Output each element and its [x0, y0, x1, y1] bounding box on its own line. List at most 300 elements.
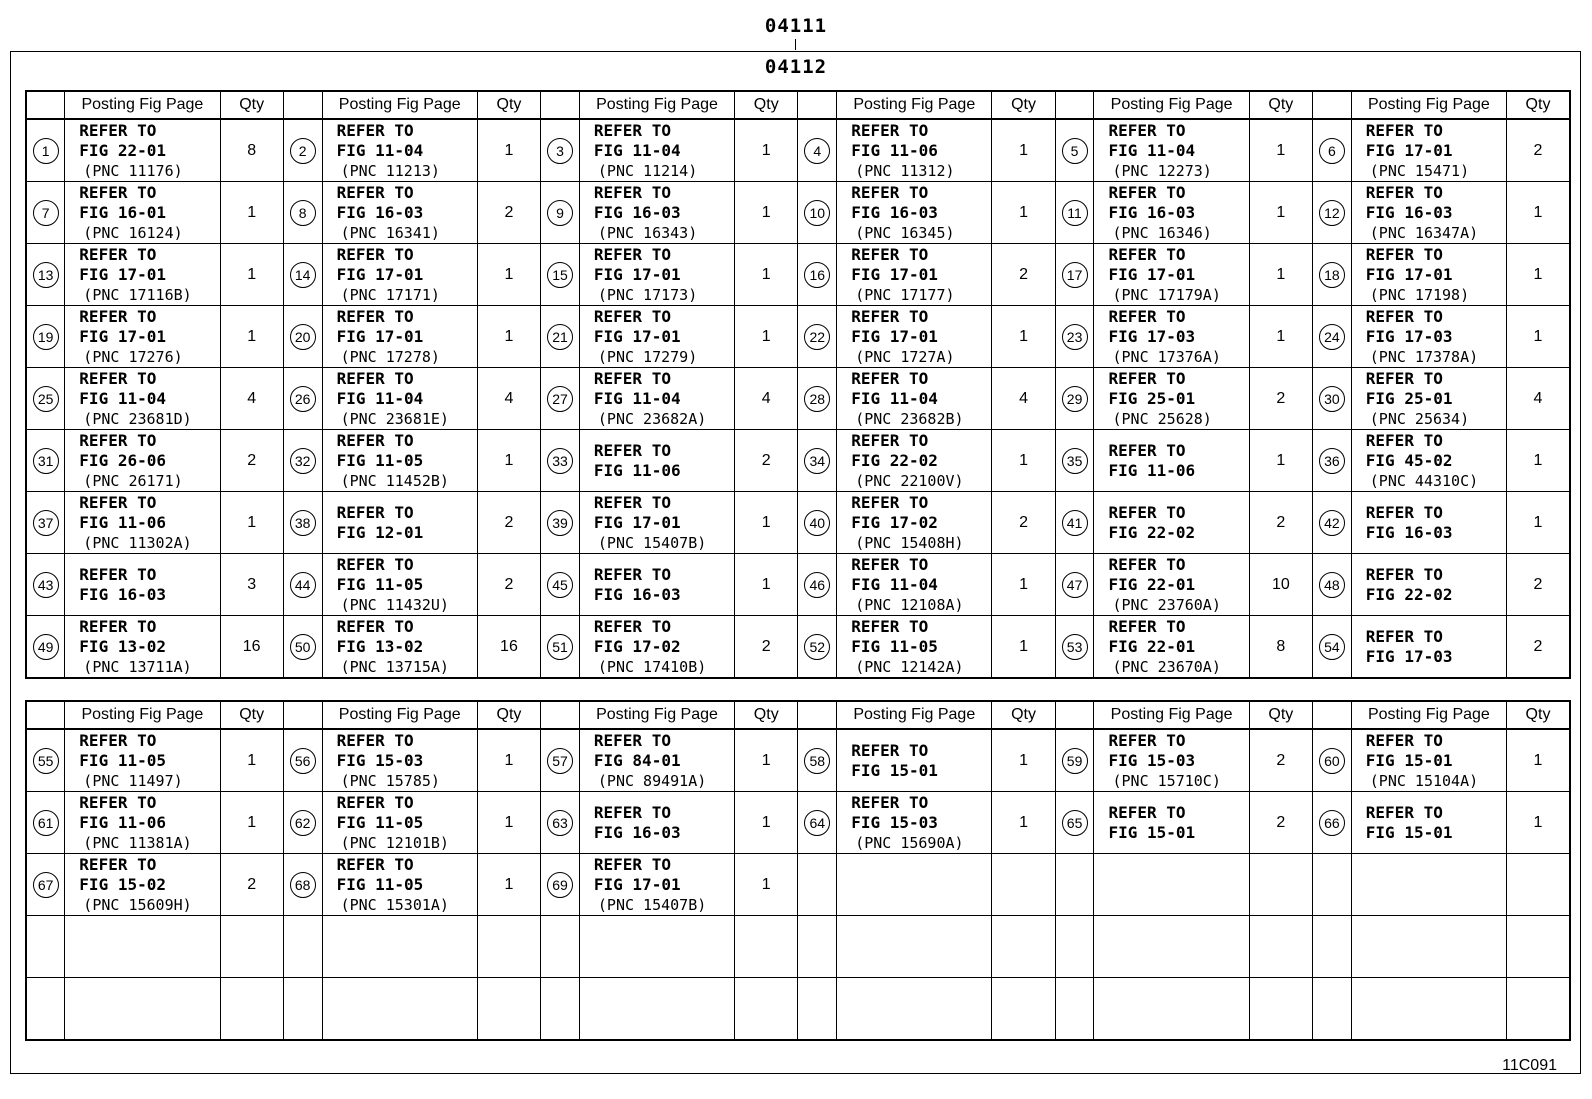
posting-reference-cell [1351, 119, 1506, 182]
refer-to-text: REFER TO [1365, 802, 1443, 822]
refer-to-text: REFER TO [336, 502, 414, 522]
quantity-cell [735, 244, 798, 306]
quantity-cell [735, 616, 798, 679]
item-number-cell [541, 430, 580, 492]
quantity-cell [1506, 978, 1570, 1041]
posting-reference-cell [1351, 792, 1506, 854]
pnc-number: (PNC 17378A) [1369, 347, 1479, 366]
header-number [541, 701, 580, 729]
pnc-number: (PNC 25628) [1112, 409, 1212, 428]
pnc-number: (PNC 23760A) [1112, 595, 1221, 614]
item-number-cell [1055, 119, 1094, 182]
quantity-cell [735, 119, 798, 182]
table-row [26, 244, 1570, 306]
fig-reference: FIG 16-03 [851, 202, 938, 222]
refer-to-text: REFER TO [336, 306, 414, 326]
fig-reference: FIG 17-03 [1365, 326, 1453, 346]
sub-part-code: 04112 [764, 56, 828, 78]
refer-to-text: REFER TO [1108, 120, 1186, 140]
item-number-cell [798, 244, 837, 306]
quantity-cell [220, 554, 283, 616]
quantity-cell [992, 616, 1055, 679]
item-number-badge: 10 [804, 200, 830, 226]
table-row [26, 306, 1570, 368]
posting-reference-cell [837, 244, 992, 306]
posting-reference-cell [65, 916, 220, 978]
quantity-value: 1 [1019, 451, 1028, 469]
posting-reference-cell [65, 306, 220, 368]
posting-reference-cell [837, 430, 992, 492]
item-number-badge: 4 [804, 138, 830, 164]
item-number-cell [541, 554, 580, 616]
refer-to-text: REFER TO [336, 182, 414, 202]
item-number-cell [798, 182, 837, 244]
quantity-cell [1249, 854, 1312, 916]
pnc-number: (PNC 11213) [340, 161, 440, 180]
quantity-value: 1 [1533, 513, 1543, 531]
posting-reference-cell [1094, 119, 1249, 182]
item-number-badge: 1 [33, 138, 59, 164]
fig-reference: FIG 12-01 [336, 522, 424, 542]
quantity-cell [220, 978, 283, 1041]
item-number-badge: 37 [33, 510, 59, 536]
quantity-cell [1249, 492, 1312, 554]
quantity-cell [477, 616, 540, 679]
item-number-badge: 12 [1319, 200, 1345, 226]
pnc-number: (PNC 23681E) [340, 409, 449, 428]
pnc-number: (PNC 11214) [597, 161, 698, 180]
item-number-badge: 3 [547, 138, 573, 164]
refer-to-text: REFER TO [1365, 244, 1443, 264]
quantity-value: 4 [504, 389, 514, 407]
posting-reference-cell [322, 306, 477, 368]
posting-reference-cell [322, 244, 477, 306]
item-number-cell [26, 854, 65, 916]
item-number-cell [1312, 244, 1351, 306]
quantity-cell [1506, 792, 1570, 854]
item-number-badge: 21 [547, 324, 573, 350]
fig-reference: FIG 11-06 [1108, 460, 1196, 480]
refer-to-text: REFER TO [851, 616, 929, 636]
refer-to-text: REFER TO [851, 306, 929, 326]
quantity-value: 1 [247, 813, 257, 831]
header-number [798, 91, 837, 119]
posting-reference-cell [837, 854, 992, 916]
item-number-badge: 17 [1062, 262, 1088, 288]
refer-to-text: REFER TO [1108, 368, 1186, 388]
item-number-cell [541, 616, 580, 679]
quantity-value: 16 [500, 637, 518, 655]
posting-reference-cell [837, 554, 992, 616]
posting-reference-cell [1094, 368, 1249, 430]
quantity-value: 1 [247, 265, 257, 283]
quantity-value: 1 [1019, 751, 1028, 769]
header-posting-fig-page: Posting Fig Page [579, 701, 734, 729]
refer-to-text: REFER TO [1365, 502, 1443, 522]
quantity-cell [735, 854, 798, 916]
header-qty: Qty [1506, 701, 1570, 729]
quantity-value: 8 [1276, 637, 1286, 655]
fig-reference: FIG 11-04 [79, 388, 166, 408]
refer-to-text: REFER TO [79, 306, 157, 326]
posting-reference-cell [322, 554, 477, 616]
quantity-cell [735, 430, 798, 492]
item-number-cell [1312, 119, 1351, 182]
posting-reference-cell [65, 854, 220, 916]
quantity-cell [477, 854, 540, 916]
item-number-cell [1055, 916, 1094, 978]
item-number-cell [283, 916, 322, 978]
posting-reference-cell [1094, 430, 1249, 492]
quantity-cell [220, 916, 283, 978]
fig-reference: FIG 17-01 [593, 512, 681, 532]
pnc-number: (PNC 17410B) [597, 657, 707, 676]
item-number-badge: 20 [290, 324, 316, 350]
top-part-code: 04111 [764, 15, 828, 37]
fig-reference: FIG 13-02 [336, 636, 424, 656]
refer-to-text: REFER TO [336, 244, 414, 264]
quantity-cell [992, 430, 1055, 492]
posting-reference-cell [65, 119, 220, 182]
item-number-badge: 53 [1062, 634, 1088, 660]
quantity-cell [735, 182, 798, 244]
posting-reference-cell [65, 492, 220, 554]
quantity-cell [1249, 430, 1312, 492]
table-row [26, 792, 1570, 854]
refer-to-text: REFER TO [851, 492, 929, 512]
header-posting-fig-page: Posting Fig Page [65, 701, 220, 729]
posting-reference-cell [837, 616, 992, 679]
posting-reference-cell [837, 729, 992, 792]
quantity-value: 8 [247, 141, 257, 159]
refer-to-text: REFER TO [1108, 802, 1186, 822]
fig-reference: FIG 13-02 [79, 636, 166, 656]
quantity-value: 2 [1276, 813, 1286, 831]
fig-reference: FIG 17-01 [851, 326, 938, 346]
pnc-number: (PNC 25634) [1369, 409, 1470, 428]
posting-reference-cell [65, 554, 220, 616]
item-number-badge: 23 [1062, 324, 1088, 350]
item-number-cell [26, 430, 65, 492]
fig-reference: FIG 22-02 [851, 450, 938, 470]
fig-reference: FIG 15-03 [851, 812, 938, 832]
table-row [26, 916, 1570, 978]
quantity-value: 1 [1533, 751, 1543, 769]
pnc-number: (PNC 15301A) [340, 895, 449, 914]
header-posting-fig-page: Posting Fig Page [1094, 701, 1249, 729]
header-qty: Qty [735, 91, 798, 119]
item-number-badge: 27 [547, 386, 573, 412]
item-number-cell [1055, 430, 1094, 492]
header-posting-fig-page: Posting Fig Page [1094, 91, 1249, 119]
quantity-value: 1 [761, 513, 771, 531]
quantity-cell [735, 492, 798, 554]
fig-reference: FIG 22-01 [1108, 636, 1196, 656]
item-number-cell [283, 492, 322, 554]
refer-to-text: REFER TO [79, 616, 157, 636]
refer-to-text: REFER TO [79, 430, 157, 450]
pnc-number: (PNC 12142A) [855, 657, 964, 676]
table-row [26, 368, 1570, 430]
item-number-cell [798, 119, 837, 182]
quantity-cell [992, 792, 1055, 854]
item-number-cell [1312, 916, 1351, 978]
pnc-number: (PNC 17279) [597, 347, 698, 366]
refer-to-text: REFER TO [1365, 430, 1443, 450]
item-number-badge: 41 [1062, 510, 1088, 536]
refer-to-text: REFER TO [79, 730, 157, 750]
pnc-number: (PNC 44310C) [1369, 471, 1479, 490]
quantity-cell [1506, 430, 1570, 492]
item-number-badge: 54 [1319, 634, 1345, 660]
item-number-cell [541, 729, 580, 792]
refer-to-text: REFER TO [1365, 368, 1443, 388]
item-number-cell [798, 554, 837, 616]
refer-to-text: REFER TO [851, 244, 929, 264]
fig-reference: FIG 17-01 [593, 874, 681, 894]
item-number-badge: 57 [547, 748, 573, 774]
quantity-cell [735, 306, 798, 368]
refer-to-text: REFER TO [79, 182, 157, 202]
item-number-cell [798, 729, 837, 792]
item-number-cell [26, 182, 65, 244]
item-number-cell [798, 792, 837, 854]
quantity-cell [1506, 854, 1570, 916]
fig-reference: FIG 11-04 [1108, 140, 1196, 160]
quantity-cell [1249, 244, 1312, 306]
quantity-value: 2 [761, 637, 771, 655]
quantity-value: 16 [242, 637, 261, 655]
item-number-cell [1312, 368, 1351, 430]
pnc-number: (PNC 16345) [855, 223, 955, 242]
item-number-cell [541, 244, 580, 306]
posting-reference-cell [579, 492, 734, 554]
pnc-number: (PNC 17278) [340, 347, 440, 366]
refer-to-text: REFER TO [851, 182, 929, 202]
refer-to-text: REFER TO [79, 120, 157, 140]
pnc-number: (PNC 17116B) [83, 285, 192, 304]
item-number-cell [1312, 182, 1351, 244]
pnc-number: (PNC 16347A) [1369, 223, 1479, 242]
posting-reference-cell [1351, 430, 1506, 492]
fig-reference: FIG 16-03 [593, 202, 681, 222]
pnc-number: (PNC 12101B) [340, 833, 449, 852]
refer-to-text: REFER TO [593, 306, 671, 326]
item-number-badge: 58 [804, 748, 830, 774]
fig-reference: FIG 17-03 [1108, 326, 1196, 346]
refer-to-text: REFER TO [1108, 730, 1186, 750]
posting-reference-cell [579, 368, 734, 430]
pnc-number: (PNC 23681D) [83, 409, 192, 428]
quantity-value: 1 [247, 327, 257, 345]
quantity-value: 1 [1276, 451, 1286, 469]
posting-reference-cell [837, 368, 992, 430]
item-number-badge: 42 [1319, 510, 1345, 536]
quantity-cell [220, 854, 283, 916]
fig-reference: FIG 22-02 [1108, 522, 1196, 542]
refer-to-text: REFER TO [1365, 626, 1443, 646]
quantity-value: 2 [1276, 389, 1286, 407]
item-number-cell [798, 368, 837, 430]
header-number [798, 701, 837, 729]
item-number-cell [541, 792, 580, 854]
refer-to-text: REFER TO [851, 430, 929, 450]
quantity-value: 1 [247, 513, 257, 531]
quantity-cell [1506, 729, 1570, 792]
header-number [541, 91, 580, 119]
refer-to-text: REFER TO [1365, 564, 1443, 584]
item-number-cell [1055, 792, 1094, 854]
fig-reference: FIG 16-03 [593, 584, 681, 604]
fig-reference: FIG 15-03 [336, 750, 424, 770]
posting-reference-cell [65, 182, 220, 244]
table-row [26, 978, 1570, 1041]
fig-reference: FIG 17-01 [1108, 264, 1196, 284]
refer-to-text: REFER TO [593, 440, 671, 460]
posting-reference-cell [322, 854, 477, 916]
item-number-cell [541, 854, 580, 916]
refer-to-text: REFER TO [79, 244, 157, 264]
header-posting-fig-page: Posting Fig Page [1351, 701, 1506, 729]
quantity-cell [477, 368, 540, 430]
header-number [283, 701, 322, 729]
quantity-cell [992, 854, 1055, 916]
pnc-number: (PNC 11432U) [340, 595, 449, 614]
quantity-cell [1249, 916, 1312, 978]
item-number-cell [26, 119, 65, 182]
item-number-badge: 25 [33, 386, 59, 412]
posting-reference-cell [322, 492, 477, 554]
posting-reference-cell [1094, 854, 1249, 916]
quantity-value: 1 [761, 813, 771, 831]
pnc-number: (PNC 17171) [340, 285, 440, 304]
item-number-cell [26, 792, 65, 854]
item-number-cell [1312, 792, 1351, 854]
pnc-number: (PNC 15408H) [855, 533, 964, 552]
quantity-cell [220, 616, 283, 679]
posting-reference-cell [837, 119, 992, 182]
item-number-cell [798, 306, 837, 368]
pnc-number: (PNC 15407B) [597, 895, 707, 914]
quantity-value: 2 [1533, 575, 1543, 593]
pnc-number: (PNC 23682A) [597, 409, 707, 428]
item-number-cell [283, 430, 322, 492]
posting-reference-cell [579, 616, 734, 679]
header-posting-fig-page: Posting Fig Page [322, 91, 477, 119]
table-row [26, 616, 1570, 679]
item-number-cell [798, 854, 837, 916]
quantity-value: 1 [761, 327, 771, 345]
item-number-badge: 19 [33, 324, 59, 350]
item-number-badge: 2 [290, 138, 316, 164]
item-number-cell [798, 916, 837, 978]
refer-to-text: REFER TO [593, 182, 671, 202]
item-number-badge: 34 [804, 448, 830, 474]
posting-reference-cell [579, 554, 734, 616]
table-row [26, 430, 1570, 492]
item-number-badge: 56 [290, 748, 316, 774]
fig-reference: FIG 25-01 [1108, 388, 1196, 408]
item-number-cell [283, 854, 322, 916]
item-number-cell [283, 119, 322, 182]
posting-reference-cell [1094, 554, 1249, 616]
posting-reference-cell [579, 978, 734, 1041]
header-qty: Qty [1506, 91, 1570, 119]
pnc-number: (PNC 11176) [83, 161, 183, 180]
quantity-value: 1 [1533, 265, 1543, 283]
quantity-value: 2 [761, 451, 771, 469]
quantity-value: 1 [1533, 813, 1543, 831]
fig-reference: FIG 17-02 [593, 636, 681, 656]
posting-reference-cell [1351, 368, 1506, 430]
header-number [283, 91, 322, 119]
item-number-cell [1055, 616, 1094, 679]
fig-reference: FIG 11-04 [593, 388, 681, 408]
fig-reference: FIG 15-01 [1108, 822, 1196, 842]
fig-reference: FIG 16-03 [79, 584, 166, 604]
pnc-number: (PNC 13715A) [340, 657, 449, 676]
refer-to-text: REFER TO [593, 120, 671, 140]
quantity-cell [992, 182, 1055, 244]
item-number-cell [798, 978, 837, 1041]
fig-reference: FIG 11-06 [79, 512, 166, 532]
pnc-number: (PNC 15407B) [597, 533, 707, 552]
item-number-badge: 14 [290, 262, 316, 288]
fig-reference: FIG 15-02 [79, 874, 166, 894]
posting-reference-cell [579, 729, 734, 792]
quantity-cell [477, 729, 540, 792]
quantity-cell [477, 182, 540, 244]
fig-reference: FIG 17-01 [336, 326, 424, 346]
quantity-cell [477, 916, 540, 978]
item-number-cell [798, 616, 837, 679]
quantity-cell [992, 492, 1055, 554]
header-number [1312, 91, 1351, 119]
item-number-cell [1055, 182, 1094, 244]
quantity-value: 1 [1276, 265, 1286, 283]
posting-reference-cell [1094, 182, 1249, 244]
item-number-badge: 39 [547, 510, 573, 536]
fig-reference: FIG 11-04 [851, 388, 938, 408]
item-number-cell [1055, 729, 1094, 792]
posting-reference-cell [322, 430, 477, 492]
refer-to-text: REFER TO [593, 368, 671, 388]
pnc-number: (PNC 13711A) [83, 657, 192, 676]
quantity-value: 1 [504, 751, 514, 769]
refer-to-text: REFER TO [1365, 182, 1443, 202]
fig-reference: FIG 11-05 [336, 450, 424, 470]
pnc-number: (PNC 15710C) [1112, 771, 1221, 790]
table-row [26, 554, 1570, 616]
header-number [1055, 701, 1094, 729]
quantity-value: 2 [504, 513, 514, 531]
posting-reference-cell [579, 244, 734, 306]
item-number-cell [541, 916, 580, 978]
table-row [26, 119, 1570, 182]
quantity-value: 1 [761, 265, 771, 283]
quantity-cell [992, 978, 1055, 1041]
quantity-cell [1249, 978, 1312, 1041]
quantity-value: 2 [247, 875, 257, 893]
item-number-badge: 64 [804, 810, 830, 836]
posting-reference-cell [1351, 978, 1506, 1041]
item-number-cell [541, 492, 580, 554]
posting-reference-cell [1094, 244, 1249, 306]
quantity-cell [220, 430, 283, 492]
item-number-cell [283, 554, 322, 616]
item-number-cell [1055, 306, 1094, 368]
posting-reference-cell [65, 244, 220, 306]
